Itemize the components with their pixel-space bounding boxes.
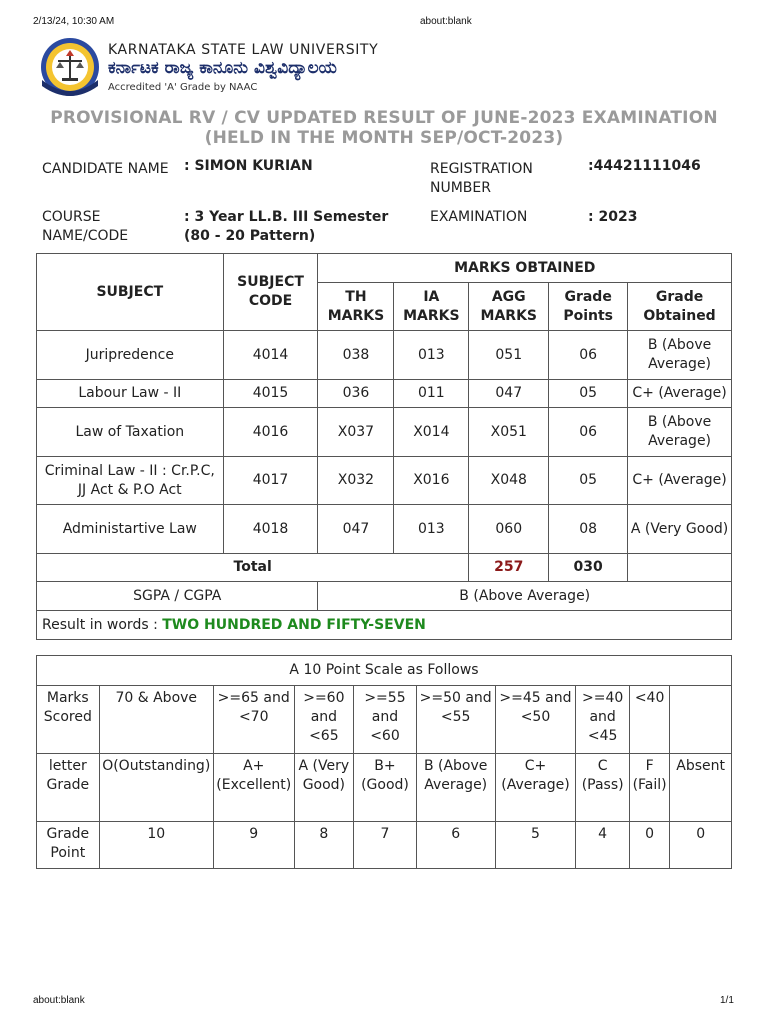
accreditation-text: Accredited 'A' Grade by NAAC <box>108 82 258 93</box>
scale-letter-cell: B+ (Good) <box>354 754 417 822</box>
scale-point-cell: 0 <box>629 822 669 869</box>
print-datetime: 2/13/24, 10:30 AM <box>33 16 115 27</box>
university-name: KARNATAKA STATE LAW UNIVERSITY <box>108 42 379 58</box>
university-name-kannada: ಕರ್ನಾಟಕ ರಾಜ್ಯ ಕಾನೂನು ವಿಶ್ವವಿದ್ಯಾಲಯ <box>108 58 337 78</box>
print-header <box>0 16 768 30</box>
scale-letter-cell: B (Above Average) <box>416 754 495 822</box>
th-cell: 047 <box>318 505 394 554</box>
university-header <box>38 36 398 98</box>
grading-scale-table <box>36 655 732 869</box>
scale-point-cell: 7 <box>354 822 417 869</box>
header-grade-points: Grade Points <box>549 283 628 331</box>
subject-cell: Law of Taxation <box>37 408 224 457</box>
gp-cell: 06 <box>549 331 628 380</box>
title-line-2: (HELD IN THE MONTH SEP/OCT-2023) <box>204 128 564 148</box>
gp-cell: 05 <box>549 380 628 408</box>
scale-marks-cell: >=60 and <65 <box>294 686 354 754</box>
university-seal-icon <box>38 36 102 98</box>
scale-point-cell: 6 <box>416 822 495 869</box>
scale-letter-cell: C+ (Average) <box>495 754 576 822</box>
scale-letter-cell: F (Fail) <box>629 754 669 822</box>
header-grade-obtained: Grade Obtained <box>628 283 732 331</box>
scale-marks-cell: >=40 and <45 <box>576 686 630 754</box>
examination-label: EXAMINATION <box>430 209 528 225</box>
grade-cell: B (Above Average) <box>628 408 732 457</box>
result-words-value: TWO HUNDRED AND FIFTY-SEVEN <box>162 616 426 633</box>
code-cell: 4016 <box>223 408 318 457</box>
grade-cell: A (Very Good) <box>628 505 732 554</box>
scale-letter-cell: C (Pass) <box>576 754 630 822</box>
scale-marks-cell: >=50 and <55 <box>416 686 495 754</box>
table-row <box>37 505 732 554</box>
total-grade-points: 030 <box>549 554 628 582</box>
agg-cell: 051 <box>469 331 549 380</box>
result-words-row <box>37 611 732 640</box>
gp-cell: 05 <box>549 457 628 505</box>
course-label: COURSE NAME/CODE <box>42 209 129 244</box>
header-marks-obtained: MARKS OBTAINED <box>318 254 732 283</box>
candidate-name-label: CANDIDATE NAME <box>42 161 169 177</box>
gp-cell: 06 <box>549 408 628 457</box>
scale-letter-cell: O(Outstanding) <box>99 754 213 822</box>
header-subject-code: SUBJECT CODE <box>223 254 318 331</box>
print-url: about:blank <box>420 16 472 27</box>
marks-table <box>36 253 732 640</box>
total-empty-cell <box>628 554 732 582</box>
th-cell: 038 <box>318 331 394 380</box>
th-cell: X032 <box>318 457 394 505</box>
scale-point-cell: 4 <box>576 822 630 869</box>
table-row <box>37 457 732 505</box>
registration-number-label: REGISTRATION NUMBER <box>430 161 533 196</box>
page-count: 1/1 <box>720 995 734 1006</box>
code-cell: 4018 <box>223 505 318 554</box>
scale-point-cell: 8 <box>294 822 354 869</box>
th-cell: X037 <box>318 408 394 457</box>
total-agg-marks: 257 <box>469 554 549 582</box>
scale-marks-cell: >=65 and <70 <box>213 686 294 754</box>
grade-point-row <box>37 822 732 869</box>
scale-marks-cell: >=45 and <50 <box>495 686 576 754</box>
header-subject: SUBJECT <box>37 254 224 331</box>
code-cell: 4014 <box>223 331 318 380</box>
sgpa-value: B (Above Average) <box>318 582 732 611</box>
table-row <box>37 380 732 408</box>
grade-cell: C+ (Average) <box>628 457 732 505</box>
examination-value: : 2023 <box>588 209 638 225</box>
scale-marks-cell: >=55 and <60 <box>354 686 417 754</box>
code-cell: 4015 <box>223 380 318 408</box>
marks-scored-label: Marks Scored <box>37 686 100 754</box>
scale-point-cell: 5 <box>495 822 576 869</box>
ia-cell: X016 <box>394 457 469 505</box>
agg-cell: 047 <box>469 380 549 408</box>
registration-number-value: :44421111046 <box>588 158 701 174</box>
th-cell: 036 <box>318 380 394 408</box>
course-value: : 3 Year LL.B. III Semester (80 - 20 Pattern) <box>184 209 389 244</box>
subject-cell: Criminal Law - II : Cr.P.C, JJ Act & P.O Act <box>37 457 224 505</box>
scale-letter-cell: A+ (Excellent) <box>213 754 294 822</box>
subject-cell: Administartive Law <box>37 505 224 554</box>
letter-grade-row <box>37 754 732 822</box>
result-words-label: Result in words : <box>42 616 163 633</box>
ia-cell: 011 <box>394 380 469 408</box>
subject-cell: Labour Law - II <box>37 380 224 408</box>
letter-grade-label: letter Grade <box>37 754 100 822</box>
grade-cell: C+ (Average) <box>628 380 732 408</box>
marks-scored-row <box>37 686 732 754</box>
candidate-name-value: : SIMON KURIAN <box>184 158 313 174</box>
table-row <box>37 408 732 457</box>
scale-letter-cell: Absent <box>670 754 732 822</box>
header-th-marks: TH MARKS <box>318 283 394 331</box>
ia-cell: 013 <box>394 331 469 380</box>
code-cell: 4017 <box>223 457 318 505</box>
result-words-cell <box>37 611 732 640</box>
sgpa-row <box>37 582 732 611</box>
page-title <box>36 108 732 148</box>
scale-point-cell: 9 <box>213 822 294 869</box>
agg-cell: 060 <box>469 505 549 554</box>
scale-letter-cell: A (Very Good) <box>294 754 354 822</box>
scale-marks-cell: 70 & Above <box>99 686 213 754</box>
scale-marks-cell <box>670 686 732 754</box>
gp-cell: 08 <box>549 505 628 554</box>
header-ia-marks: IA MARKS <box>394 283 469 331</box>
scale-marks-cell: <40 <box>629 686 669 754</box>
title-line-1: PROVISIONAL RV / CV UPDATED RESULT OF JUNE-2023 EXAMINATION <box>50 108 718 128</box>
scale-title: A 10 Point Scale as Follows <box>37 656 732 686</box>
table-row <box>37 331 732 380</box>
total-row <box>37 554 732 582</box>
header-agg-marks: AGG MARKS <box>469 283 549 331</box>
grade-point-label: Grade Point <box>37 822 100 869</box>
scale-point-cell: 0 <box>670 822 732 869</box>
agg-cell: X051 <box>469 408 549 457</box>
agg-cell: X048 <box>469 457 549 505</box>
sgpa-label: SGPA / CGPA <box>37 582 318 611</box>
scale-point-cell: 10 <box>99 822 213 869</box>
total-label: Total <box>37 554 469 582</box>
ia-cell: X014 <box>394 408 469 457</box>
subject-cell: Juripredence <box>37 331 224 380</box>
ia-cell: 013 <box>394 505 469 554</box>
footer-url: about:blank <box>33 995 85 1006</box>
grade-cell: B (Above Average) <box>628 331 732 380</box>
